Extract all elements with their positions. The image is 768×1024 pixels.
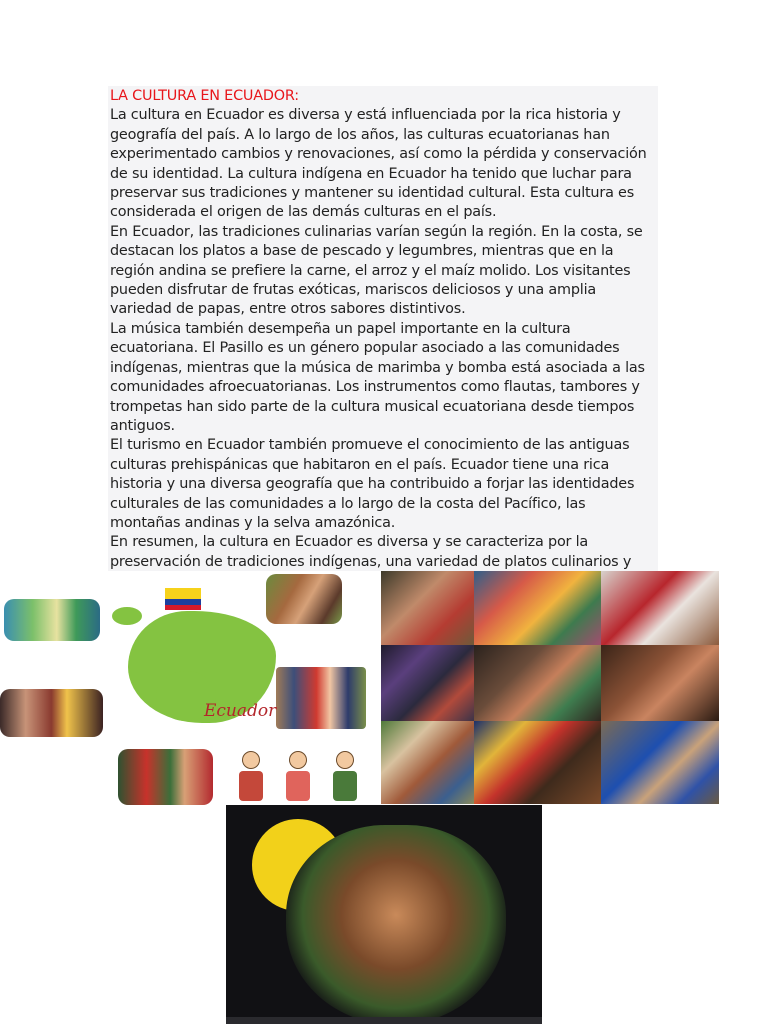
article-text-block xyxy=(108,86,658,571)
grid-photo-7 xyxy=(381,721,474,804)
collage-photo-family xyxy=(276,667,366,729)
doll-figure-3 xyxy=(330,751,360,803)
doll-figure-1 xyxy=(236,751,266,803)
article-paragraph-5: En resumen, la cultura en Ecuador es diversa y se caracteriza por la preservación de tradiciones indígenas, una variedad de platos culinarios y xyxy=(110,534,632,570)
collage-photo-children xyxy=(266,574,342,624)
ecuador-flag-icon xyxy=(165,588,201,610)
doll-figure-2 xyxy=(283,751,313,803)
grid-photo-5 xyxy=(474,645,601,721)
grid-photo-3 xyxy=(601,571,719,645)
grid-photo-6 xyxy=(601,645,719,721)
article-paragraph-2: En Ecuador, las tradiciones culinarias varían según la región. En la costa, se destacan los platos a base de pescado y legumbres, mientras que en la región andina se prefiere la carne, el arroz y el maíz molido. Los visitantes pueden disfrutar de frutas exóticas, mariscos deliciosos y una amplia variedad de papas, entre otros sabores distintivos. xyxy=(110,223,643,318)
collage-photo-group xyxy=(4,599,100,641)
map-label: Ecuador xyxy=(204,701,277,721)
grid-photo-8 xyxy=(474,721,601,804)
cultural-diversity-poster xyxy=(226,805,542,1024)
article-title: LA CULTURA EN ECUADOR: xyxy=(110,88,299,104)
article-paragraph-3: La música también desempeña un papel importante en la cultura ecuatoriana. El Pasillo es un género popular asociado a las comunidades indígenas, mientras que la música de marimba y bomba está asociada a las comunidades afroecuatorianas. Los instrumentos como flautas, tambores y trompetas han sido parte de la cultura musical ecuatoriana desde tiempos antiguos. xyxy=(110,320,645,434)
grid-photo-9 xyxy=(601,721,719,804)
grid-photo-4 xyxy=(381,645,474,721)
galapagos-islands-shape xyxy=(112,607,142,625)
grid-photo-1 xyxy=(381,571,474,645)
article-paragraph-4: El turismo en Ecuador también promueve el conocimiento de las antiguas culturas prehispánicas que habitaron en el país. Ecuador tiene una rica historia y una diversa geografía que ha contribuido a forjar las identidades culturales de las comunidades a lo largo de la costa del Pacífico, las montañas andinas y la selva amazónica. xyxy=(110,437,635,531)
poster-faces-heart-illustration xyxy=(286,825,506,1024)
indigenous-peoples-photo-grid xyxy=(381,571,719,804)
collage-photo-women xyxy=(0,689,103,737)
poster-bottom-strip xyxy=(226,1017,542,1024)
collage-photo-indigenous xyxy=(118,749,213,805)
grid-photo-2 xyxy=(474,571,601,645)
article-paragraph-1: La cultura en Ecuador es diversa y está influenciada por la rica historia y geografía del país. A lo largo de los años, las culturas ecuatorianas han experimentado cambios y renovaciones, así como la pérdida y conservación de su identidad. La cultura indígena en Ecuador ha tenido que luchar para preservar sus tradiciones y mantener su identidad cultural. Esta cultura es considerada el origen de las demás culturas en el país. xyxy=(110,107,647,221)
ecuador-map-collage xyxy=(0,571,366,807)
